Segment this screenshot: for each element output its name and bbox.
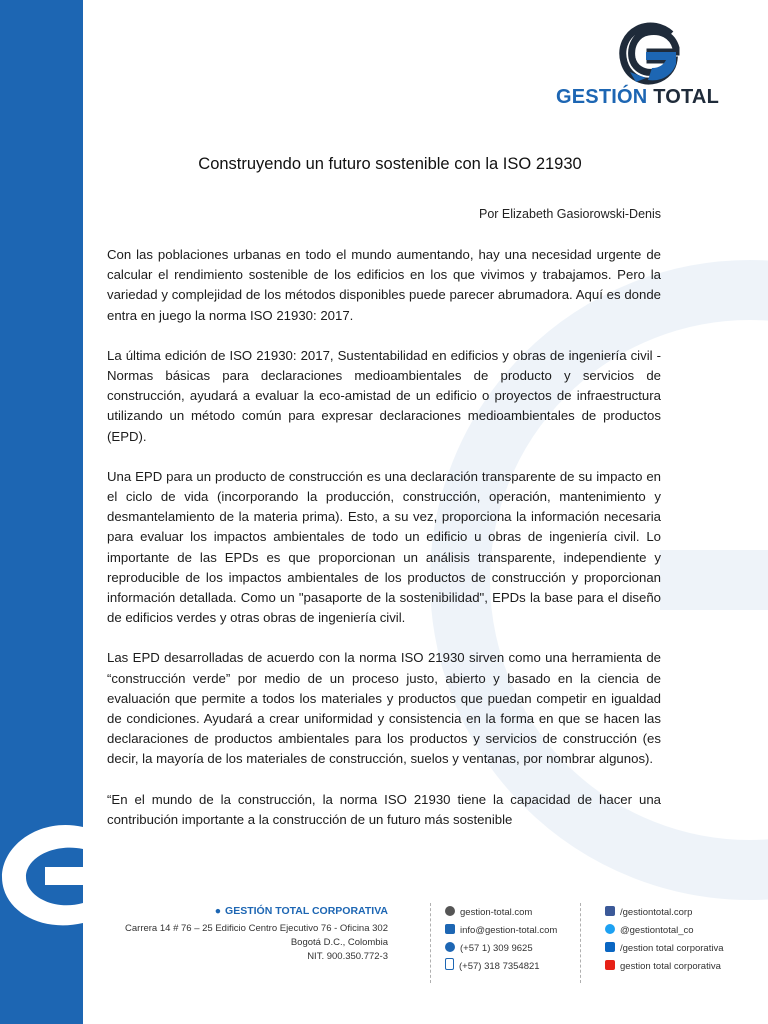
footer-social xyxy=(605,904,724,976)
social-text: gestion total corporativa xyxy=(620,961,721,972)
social-facebook[interactable] xyxy=(605,904,724,922)
footer-divider xyxy=(430,903,431,983)
page-footer xyxy=(100,898,740,988)
paragraph: La última edición de ISO 21930: 2017, Sustentabilidad en edificios y obras de ingeniería civil - Normas básicas para declaraciones medioambientales de producto y servicios de construcción, ayudará a evaluar la eco-amistad de un edificio o proyectos de infraestructura utilizando un método común para expresar declaraciones medioambientales de productos (EPD). xyxy=(107,347,661,444)
address-line: Carrera 14 # 76 – 25 Edificio Centro Ejecutivo 76 - Oficina 302 xyxy=(125,923,388,934)
brand-logo xyxy=(556,22,746,112)
contact-text: (+57 1) 309 9625 xyxy=(460,943,533,954)
author-byline: Por Elizabeth Gasiorowski-Denis xyxy=(478,207,661,221)
brand-name-part1: GESTIÓN xyxy=(556,86,648,108)
side-g-logo-mark xyxy=(0,815,83,935)
paragraph: Las EPD desarrolladas de acuerdo con la norma ISO 21930 sirven como una herramienta de “construcción verde” por medio de un proceso justo, abierto y basado en la ciencia de evaluación que permite a todos los materiales y productos que puedan competir en igualdad de condiciones. Ayudará a crear uniformidad y consistencia en la forma en que se hacen las declaraciones de productos ambientales para los productos y servicios de construcción (es decir, la mayoría de los materiales de construcción, suelos y ventanas, por nombrar algunos). xyxy=(107,650,661,767)
social-text: /gestion total corporativa xyxy=(620,943,724,954)
youtube-icon xyxy=(605,960,615,970)
location-pin-icon: ● xyxy=(214,905,222,917)
mobile-icon xyxy=(445,958,454,970)
footer-divider xyxy=(580,903,581,983)
address-line: Bogotá D.C., Colombia xyxy=(290,937,388,948)
twitter-icon xyxy=(605,924,615,934)
nit-line: NIT. 900.350.772-3 xyxy=(307,951,388,962)
social-twitter[interactable] xyxy=(605,922,724,940)
contact-mobile[interactable] xyxy=(445,958,557,976)
social-youtube[interactable] xyxy=(605,958,724,976)
paragraph: Con las poblaciones urbanas en todo el mundo aumentando, hay una necesidad urgente de calcular el rendimiento sostenible de los edificios en los que vivimos y trabajamos. Pero la variedad y complejidad de los métodos disponibles puede parecer abrumadora. Aquí es donde entra en juego la norma ISO 21930: 2017. xyxy=(107,247,661,323)
contact-website[interactable] xyxy=(445,904,557,922)
social-text: @gestiontotal_co xyxy=(620,925,694,936)
contact-text: gestion-total.com xyxy=(460,907,533,918)
linkedin-icon xyxy=(605,942,615,952)
article-body xyxy=(107,245,661,890)
globe-icon xyxy=(445,906,455,916)
brand-name-part2: TOTAL xyxy=(653,86,719,108)
social-text: /gestiontotal.corp xyxy=(620,907,693,918)
footer-address-block xyxy=(125,904,388,964)
contact-text: (+57) 318 7354821 xyxy=(459,961,540,972)
footer-contacts xyxy=(445,904,557,976)
brand-name xyxy=(556,86,746,109)
paragraph: “En el mundo de la construcción, la norma ISO 21930 tiene la capacidad de hacer una contribución importante a la construcción de un futuro más sostenible xyxy=(107,791,661,827)
document-title: Construyendo un futuro sostenible con la ISO 21930 xyxy=(198,155,582,173)
paragraph: Una EPD para un producto de construcción es una declaración transparente de su impacto en el ciclo de vida (incorporando la producción, construcción, operación, mantenimiento y desmantelamiento de la materia prima). Esto, a su vez, proporciona la información necesaria para evaluar los impactos ambientales de todo un edificio u obras de ingeniería civil. Lo importante de las EPDs es que proporcionan un análisis transparente, independiente y reproducible de los impactos ambientales de los productos de construcción y proporcionan información detallada. Como un "pasaporte de la sostenibilidad", EPDs la base para el diseño de edificios verdes y otras obras de ingeniería civil. xyxy=(107,468,661,626)
footer-corporate-label xyxy=(125,904,388,918)
social-linkedin[interactable] xyxy=(605,940,724,958)
phone-icon xyxy=(445,942,455,952)
contact-email[interactable] xyxy=(445,922,557,940)
mail-icon xyxy=(445,924,455,934)
contact-text: info@gestion-total.com xyxy=(460,925,558,936)
corporate-label-text: GESTIÓN TOTAL CORPORATIVA xyxy=(225,905,388,917)
g-logo-icon xyxy=(616,22,680,86)
facebook-icon xyxy=(605,906,615,916)
contact-phone[interactable] xyxy=(445,940,557,958)
